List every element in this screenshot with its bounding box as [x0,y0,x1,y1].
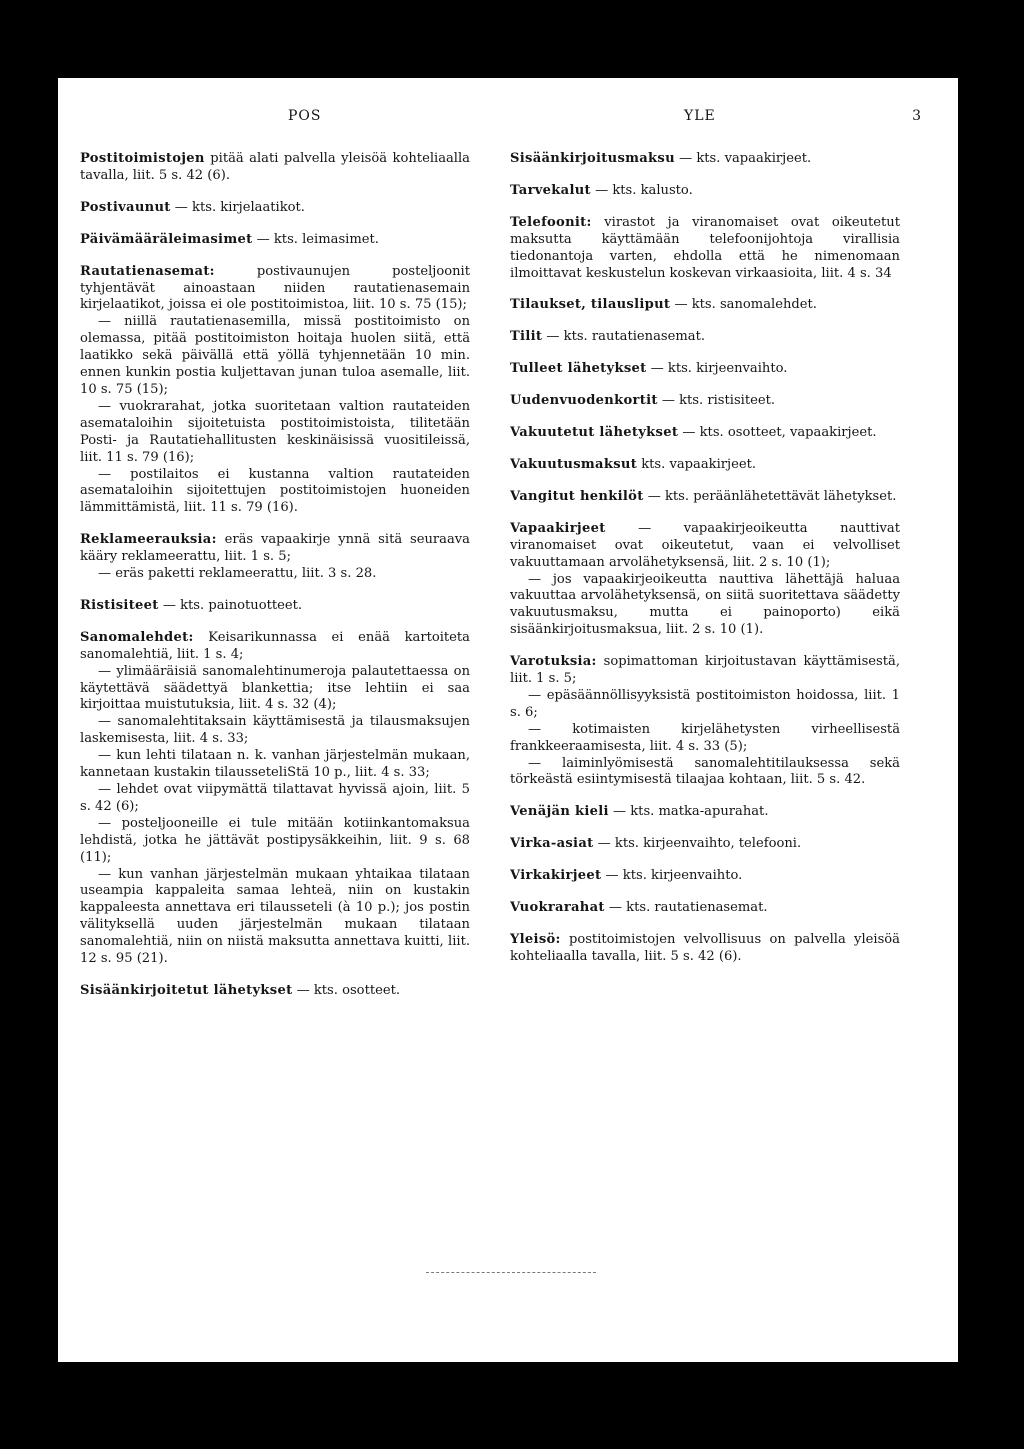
index-entry [80,532,470,583]
entry-term: Sanomalehdet: [80,629,194,645]
entry-paragraph [80,151,470,185]
entry-text: — kts. kirjelaatikot. [170,199,305,215]
entry-term: Virka-asiat [510,836,594,852]
entry-term: Sisäänkirjoitetut lähetykset [80,982,293,998]
entry-paragraph [510,868,900,885]
entry-text: — kts. osotteet. [292,982,401,998]
entry-subclause: — kotimaisten kirjelähetysten virheellisestä frankkeeraamisesta, liit. 4 s. 33 (5); [510,721,900,754]
entry-paragraph [510,361,900,378]
entry-paragraph [80,983,470,1000]
entry-term: Ristisiteet [80,597,159,613]
entry-text: — kts. vapaakirjeet. [674,151,812,166]
entry-text: — kts. rautatienasemat. [542,329,705,345]
entry-paragraph [80,264,470,315]
entry-term: Tulleet lähetykset [510,361,647,377]
entry-paragraph [510,932,900,966]
entry-paragraph [510,215,900,283]
entry-subclause: — kun lehti tilataan n. k. vanhan järjestelmän mukaan, kannetaan kustakin tilausseteliStä 10 p., liit. 4 s. 33; [80,748,470,781]
entry-term: Postivaunut [80,199,171,215]
entry-paragraph [510,654,900,688]
entry-term: Vangitut henkilöt [510,488,644,504]
entry-term: Uudenvuodenkortit [510,393,658,409]
entry-subclause: — laiminlyömisestä sanomalehtitilauksessa sekä törkeästä esiintymisestä tilaajaa kohtaan, liit. 5 s. 42. [510,755,900,788]
entry-paragraph [510,804,900,821]
entry-subclause: — ylimääräisiä sanomalehtinumeroja palautettaessa on käytettävä säädettyä blankettia; itse lehtiin ei saa kirjoittaa muistutuksia, liit. 4 s. 32 (4); [80,663,470,713]
entry-subclause: — posteljooneille ei tule mitään kotiinkantomaksua lehdistä, jotka he jättävät postipysäkkeihin, liit. 9 s. 68 (11); [80,815,470,865]
entry-text: — kts. kirjeenvaihto, telefooni. [593,836,802,852]
entry-subclause: — vuokrarahat, jotka suoritetaan valtion rautateiden asemataloihin sijoitetuista postitoimistoista, tilitetään Posti- ja Rautatiehallitusten keskinäisissä vuositileissä, liit. 11 s. 79 (16); [80,398,470,465]
entry-text: sopimattoman kirjoitustavan käyttämisestä, liit. 1 s. 5; [510,654,900,687]
index-entry [510,393,900,410]
entry-subclause: — eräs paketti reklameerattu, liit. 3 s. 28. [98,566,377,582]
index-entry [510,215,900,283]
entry-paragraph [510,457,900,474]
entry-term: Vuokrarahat [510,900,605,916]
entry-paragraph [510,836,900,853]
entry-term: Yleisö: [510,932,561,947]
entry-subclause: — jos vapaakirjeoikeutta nauttiva lähettäjä haluaa vakuuttaa arvolähetyksensä, on siitä suoritettava säädetty vakuutusmaksu, mutta ei painoporto) eikä sisäänkirjoitusmaksua, liit. 2 s. 10 (1). [510,571,900,638]
entry-term: Vakuutetut lähetykset [510,425,679,441]
entry-paragraph [510,151,900,168]
index-entry [80,151,470,185]
index-entry [510,457,900,474]
index-entry [510,900,900,917]
entry-term: Venäjän kieli [510,804,609,820]
entry-subclause: — postilaitos ei kustanna valtion rautateiden asemataloihin sijoitettujen postitoimistojen huoneiden lämmittämistä, liit. 11 s. 79 (16). [80,466,470,516]
index-entry [80,983,470,1000]
page-number: 3 [912,108,922,124]
index-entry [510,151,900,168]
index-entry [510,425,900,442]
entry-text: — kts. painotuotteet. [158,597,303,613]
entry-text: — kts. sanomalehdet. [670,297,817,313]
index-entry [80,598,470,615]
entry-paragraph [510,425,900,442]
entry-term: Postitoimistojen [80,151,205,166]
left-column [80,151,470,1015]
entry-term: Telefoonit: [510,214,592,230]
entry-paragraph [80,232,470,249]
entry-text: — kts. rautatienasemat. [604,900,768,916]
index-entry [510,183,900,200]
entry-paragraph [80,598,470,615]
entry-text: kts. vapaakirjeet. [637,456,757,472]
entry-term: Sisäänkirjoitusmaksu [510,151,675,166]
index-entry [510,654,900,789]
entry-text: eräs vapaakirje ynnä sitä seuraava kääry reklameerattu, liit. 1 s. 5; [80,532,470,565]
entry-text: — kts. ristisiteet. [657,393,776,409]
index-entry [80,232,470,249]
index-entry [510,329,900,346]
entry-text: pitää alati palvella yleisöä kohteliaalla tavalla, liit. 5 s. 42 (6). [80,151,470,183]
index-entry [510,489,900,506]
entry-paragraph [80,532,470,566]
running-header [80,108,922,128]
entry-term: Virkakirjeet [510,868,602,884]
index-entry [80,264,470,518]
entry-text: — kts. matka-apurahat. [608,804,769,820]
entry-text: virastot ja viranomaiset ovat oikeutetut maksutta käyttämään telefoonijohtoja virallisia tiedonantoja varten, ehdolla että he nimenomaan ilmoittavat keskustelun koskevan virkaasioita, liit. 4 s. 34 [510,214,900,281]
index-entry [510,804,900,821]
entry-term: Rautatienasemat: [80,263,215,279]
entry-paragraph [510,489,900,506]
entry-term: Tilit [510,329,543,345]
entry-term: Varotuksia: [510,654,597,670]
entry-paragraph [510,297,900,314]
scan-border-bottom [0,1362,1024,1449]
entry-subclause: — niillä rautatienasemilla, missä postitoimisto on olemassa, pitää postitoimiston hoitaja huolen siitä, että laatikko sekä päivällä että yöllä tyhjennetään 10 min. ennen kunkin postia kuljettavan junan tuloa asemalle, liit. 10 s. 75 (15); [80,314,470,397]
index-entry [80,200,470,217]
entry-paragraph [80,200,470,217]
entry-subclause: — lehdet ovat viipymättä tilattavat hyvissä ajoin, liit. 5 s. 42 (6); [80,782,470,814]
entry-paragraph [510,900,900,917]
entry-text: postitoimistojen velvollisuus on palvella yleisöä kohteliaalla tavalla, liit. 5 s. 42 (6). [510,932,900,964]
entry-paragraph [510,393,900,410]
header-guide-left: POS [288,108,322,124]
entry-text: — kts. kalusto. [590,182,693,198]
entry-text: — kts. osotteet, vapaakirjeet. [678,425,877,441]
entry-term: Reklameerauksia: [80,532,217,548]
index-entry [510,297,900,314]
footer-rule [426,1272,596,1274]
entry-text: postivaunujen posteljoonit tyhjentävät ainoastaan niiden rautatienasemain kirjelaatikot, joissa ei ole postitoimistoa, liit. 10 s. 75 (15); [80,263,470,313]
index-entry [510,868,900,885]
entry-term: Tarvekalut [510,182,591,198]
entry-paragraph [510,329,900,346]
entry-subclause: — epäsäännöllisyyksistä postitoimiston hoidossa, liit. 1 s. 6; [510,687,900,720]
entry-text: — kts. kirjeenvaihto. [601,868,743,884]
entry-paragraph [80,630,470,664]
scan-border-top [0,0,1024,78]
entry-text: — vapaakirjeoikeutta nauttivat viranomaiset ovat oikeutetut, vaan ei velvolliset vakuuttamaan arvolähetyksensä, liit. 2 s. 10 (1); [510,520,900,570]
right-column [510,151,900,981]
scan-border-right [958,78,1024,1362]
entry-term: Päivämääräleimasimet [80,231,253,247]
index-entry [510,361,900,378]
scan-border-left [0,78,58,1362]
entry-subclause: — kun vanhan järjestelmän mukaan yhtaikaa tilataan useampia kappaleita samaa lehteä, niin on kustakin kappaleesta annettava eri tilausseteli (à 10 p.); jos postin välityksellä uuden järjestelmän mukaan tilataan sanomalehtiä, niin on niistä maksutta annettava kuitti, liit. 12 s. 95 (21). [80,866,470,967]
index-entry [510,836,900,853]
entry-paragraph [510,521,900,572]
index-entry [510,932,900,966]
entry-text: — kts. leimasimet. [252,231,379,247]
header-guide-right: YLE [684,108,716,124]
index-entry [80,630,470,968]
entry-text: — kts. kirjeenvaihto. [646,361,788,377]
entry-term: Tilaukset, tilausliput [510,297,671,313]
entry-paragraph [510,183,900,200]
entry-term: Vapaakirjeet [510,520,606,536]
entry-text: — kts. peräänlähetettävät lähetykset. [643,488,897,504]
entry-term: Vakuutusmaksut [510,456,638,472]
entry-subclause: — sanomalehtitaksain käyttämisestä ja tilausmaksujen laskemisesta, liit. 4 s. 33; [80,714,470,747]
index-entry [510,521,900,639]
entry-text: Keisarikunnassa ei enää kartoiteta sanomalehtiä, liit. 1 s. 4; [80,629,470,662]
